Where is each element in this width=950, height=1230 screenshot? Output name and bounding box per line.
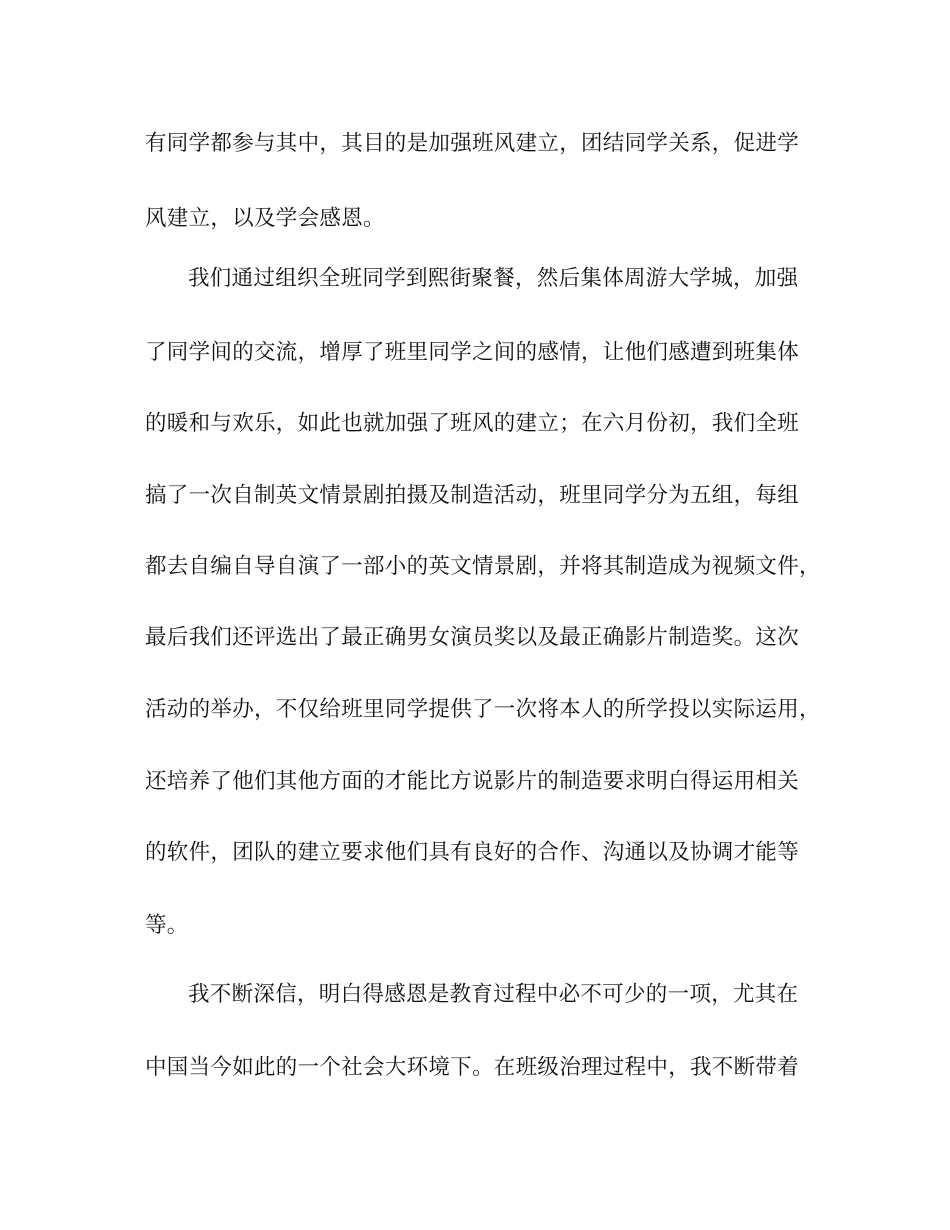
text-line: 了同学间的交流，增厚了班里同学之间的感情，让他们感遭到班集体 [145, 340, 800, 365]
paragraph-start-line: 我们通过组织全班同学到熙街聚餐，然后集体周游大学城，加强 [188, 266, 799, 291]
text-line: 的暖和与欢乐，如此也就加强了班风的建立；在六月份初，我们全班 [145, 411, 800, 436]
text-line: 风建立，以及学会感恩。 [145, 206, 385, 231]
text-line: 的软件，团队的建立要求他们具有良好的合作、沟通以及协调才能等 [145, 840, 800, 865]
text-line: 有同学都参与其中，其目的是加强班风建立，团结同学关系，促进学 [145, 131, 800, 156]
text-line: 最后我们还评选出了最正确男女演员奖以及最正确影片制造奖。这次 [145, 625, 800, 650]
text-line: 中国当今如此的一个社会大环境下。在班级治理过程中，我不断带着 [145, 1055, 800, 1080]
text-line: 还培养了他们其他方面的才能比方说影片的制造要求明白得运用相关 [145, 769, 800, 794]
text-line: 活动的举办，不仅给班里同学提供了一次将本人的所学投以实际运用， [145, 697, 821, 722]
text-line: 都去自编自导自演了一部小的英文情景剧，并将其制造成为视频文件， [145, 554, 821, 579]
text-line: 等。 [145, 913, 189, 938]
text-line: 搞了一次自制英文情景剧拍摄及制造活动，班里同学分为五组，每组 [145, 483, 800, 508]
paragraph-start-line: 我不断深信，明白得感恩是教育过程中必不可少的一项，尤其在 [188, 982, 799, 1007]
